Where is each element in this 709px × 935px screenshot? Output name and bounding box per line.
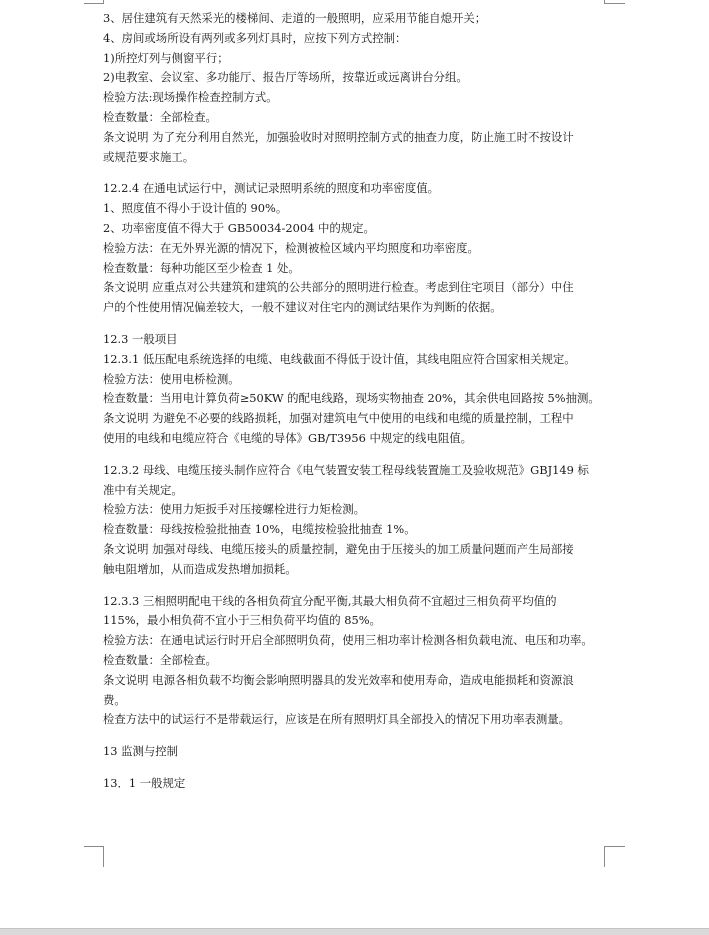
text-line: 条文说明 加强对母线、电缆压接头的质量控制，避免由于压接头的加工质量问题而产生局部接 — [103, 541, 574, 556]
paragraph-gap — [103, 580, 606, 592]
section-heading: 12.3 一般项目 — [103, 331, 178, 346]
text-line: 费。 — [103, 692, 126, 707]
text-line: 检验方法：使用电桥检测。 — [103, 371, 240, 386]
text-line: 检查数量：全部检查。 — [103, 652, 217, 667]
section-heading: 12.2.4 在通电试运行中，测试记录照明系统的照度和功率密度值。 — [103, 181, 440, 196]
text-line: 条文说明 电源各相负载不均衡会影响照明器具的发光效率和使用寿命，造成电能损耗和资源浪 — [103, 672, 574, 687]
text-line: 检查数量：全部检查。 — [103, 109, 217, 124]
text-line: 检验方法:现场操作检查控制方式。 — [103, 90, 278, 105]
crop-mark — [604, 3, 625, 4]
text-line: 检查数量：母线按检验批抽查 10%，电缆按检验批抽查 1%。 — [103, 522, 416, 537]
text-line: 条文说明 为避免不必要的线路损耗，加强对建筑电气中使用的电线和电缆的质量控制，工程中 — [103, 411, 574, 426]
crop-mark — [84, 846, 103, 847]
text-line: 115%，最小相负荷不宜小于三相负荷平均值的 85%。 — [103, 613, 381, 628]
text-line: 使用的电线和电缆应符合《电缆的导体》GB/T3956 中规定的线电阻值。 — [103, 430, 473, 445]
crop-mark — [84, 3, 103, 4]
text-line: 检查方法中的试运行不是带载运行，应该是在所有照明灯具全部投入的情况下用功率表测量。 — [103, 712, 571, 727]
text-line: 检查数量：当用电计算负荷≥50KW 的配电线路，现场实物抽查 20%，其余供电回路按 5%抽测。 — [103, 391, 600, 406]
crop-mark — [103, 0, 104, 4]
text-line: 户的个性使用情况偏差较大，一般不建议对住宅内的测试结果作为判断的依据。 — [103, 300, 502, 315]
crop-mark — [604, 846, 625, 847]
section-heading: 13．1 一般规定 — [103, 775, 186, 790]
text-line: 1、照度值不得小于设计值的 90%。 — [103, 201, 288, 216]
section-heading: 12.3.3 三相照明配电干线的各相负荷宜分配平衡,其最大相负荷不宜超过三相负荷平均值的 — [103, 593, 557, 608]
crop-mark — [604, 846, 605, 867]
paragraph-gap — [103, 318, 606, 330]
text-line: 3、居住建筑有天然采光的楼梯间、走道的一般照明，应采用节能自熄开关； — [103, 11, 487, 25]
chapter-heading: 13 监测与控制 — [103, 744, 179, 759]
paragraph-gap — [103, 167, 606, 179]
paragraph-gap — [103, 449, 606, 461]
paragraph-gap — [103, 762, 606, 774]
text-line: 检验方法：使用力矩扳手对压接螺栓进行力矩检测。 — [103, 502, 365, 517]
text-line: 或规范要求施工。 — [103, 149, 195, 164]
text-line: 4、房间或场所设有两列或多列灯具时，应按下列方式控制： — [103, 30, 407, 45]
text-line: 检验方法：在通电试运行时开启全部照明负荷，使用三相功率计检测各相负载电流、电压和功率。 — [103, 633, 593, 648]
section-heading: 12.3.2 母线、电缆压接头制作应符合《电气装置安装工程母线装置施工及验收规范》GBJ149 标 — [103, 462, 589, 477]
document-body — [103, 9, 606, 794]
text-line: 检验方法：在无外界光源的情况下，检测被检区域内平均照度和功率密度。 — [103, 240, 479, 255]
text-line: 准中有关规定。 — [103, 482, 183, 497]
text-line: 条文说明 为了充分利用自然光，加强验收时对照明控制方式的抽查力度，防止施工时不按设计 — [103, 129, 574, 144]
text-line: 检查数量：每种功能区至少检查 1 处。 — [103, 260, 300, 275]
text-line: 1)所控灯列与侧窗平行； — [103, 50, 229, 65]
text-line: 2)电教室、会议室、多功能厅、报告厅等场所，按靠近或远离讲台分组。 — [103, 70, 468, 85]
crop-mark — [604, 0, 605, 4]
text-line: 12.3.1 低压配电系统选择的电缆、电线截面不得低于设计值，其线电阻应符合国家相关规定。 — [103, 351, 576, 366]
crop-mark — [103, 846, 104, 867]
text-line: 触电阻增加，从而造成发热增加损耗。 — [103, 561, 297, 576]
paragraph-gap — [103, 730, 606, 742]
text-line: 2、功率密度值不得大于 GB50034-2004 中的规定。 — [103, 220, 375, 235]
text-line: 条文说明 应重点对公共建筑和建筑的公共部分的照明进行检查。考虑到住宅项目（部分）中住 — [103, 280, 574, 295]
